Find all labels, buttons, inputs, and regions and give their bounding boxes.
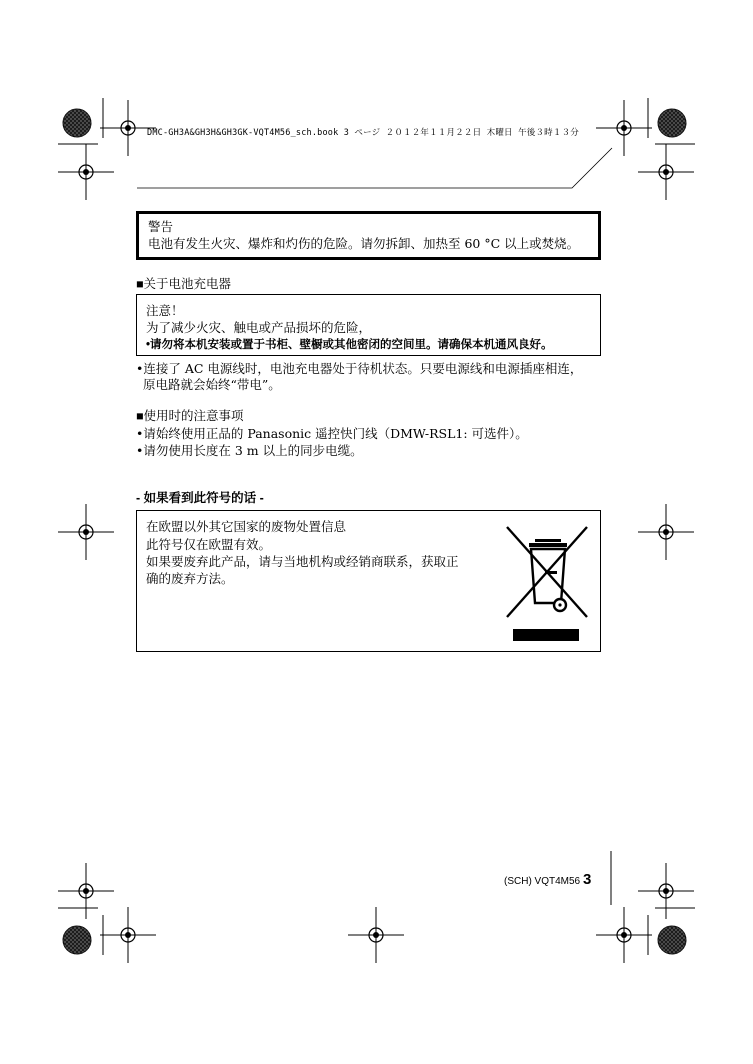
disposal-box bbox=[136, 510, 601, 652]
registration-star-icon bbox=[658, 926, 686, 954]
registration-star-icon bbox=[658, 109, 686, 137]
warning-box bbox=[136, 211, 601, 260]
warning-text: 电池有发生火灾、爆炸和灼伤的危险。请勿拆卸、加热至 60 °C 以上或焚烧。 bbox=[148, 236, 580, 251]
crosshair-icon bbox=[596, 907, 652, 963]
usage-section-heading: ■使用时的注意事项 bbox=[136, 409, 244, 423]
disposal-text: 此符号仅在欧盟有效。 bbox=[146, 537, 272, 552]
caution-box bbox=[136, 294, 601, 356]
crosshair-icon bbox=[638, 144, 694, 200]
registration-star-icon bbox=[63, 109, 91, 137]
warning-title: 警告 bbox=[148, 219, 174, 234]
crosshair-icon bbox=[638, 863, 694, 919]
page-number: 3 bbox=[583, 871, 592, 888]
crosshair-icon bbox=[348, 907, 404, 963]
crossed-out-wheeled-bin-icon bbox=[505, 521, 589, 645]
disposal-text: 如果要废弃此产品，请与当地机构或经销商联系，获取正 bbox=[146, 554, 459, 569]
crosshair-icon bbox=[58, 863, 114, 919]
crosshair-icon bbox=[596, 100, 652, 156]
crosshair-icon bbox=[58, 144, 114, 200]
caution-line: 为了减少火灾、触电或产品损坏的危险， bbox=[146, 321, 372, 335]
footer-code: (SCH) VQT4M56 bbox=[504, 876, 581, 887]
symbol-section-heading: - 如果看到此符号的话 - bbox=[136, 491, 264, 505]
crosshair-icon bbox=[100, 907, 156, 963]
charger-note: 原电路就会始终“带电”。 bbox=[143, 377, 281, 392]
registration-star-icon bbox=[63, 926, 91, 954]
usage-item: •请勿使用长度在 3 m 以上的同步电缆。 bbox=[136, 443, 363, 458]
print-header: DMC-GH3A&GH3H&GH3GK-VQT4M56_sch.book 3 ページ ２０１２年１１月２２日 木曜日 午後３時１３分 bbox=[147, 128, 579, 138]
disposal-title: 在欧盟以外其它国家的废物处置信息 bbox=[146, 520, 347, 534]
usage-item: •请始终使用正品的 Panasonic 遥控快门线（DMW-RSL1: 可选件）。 bbox=[136, 426, 528, 441]
caution-line: •请勿将本机安装或置于书柜、壁橱或其他密闭的空间里。请确保本机通风良好。 bbox=[146, 339, 553, 351]
crosshair-icon bbox=[58, 504, 114, 560]
charger-section-heading: ■关于电池充电器 bbox=[136, 277, 232, 291]
caution-title: 注意！ bbox=[146, 304, 184, 318]
charger-note: •连接了 AC 电源线时，电池充电器处于待机状态。只要电源线和电源插座相连， bbox=[136, 361, 583, 376]
disposal-text: 确的废弃方法。 bbox=[146, 571, 234, 586]
crosshair-icon bbox=[638, 504, 694, 560]
